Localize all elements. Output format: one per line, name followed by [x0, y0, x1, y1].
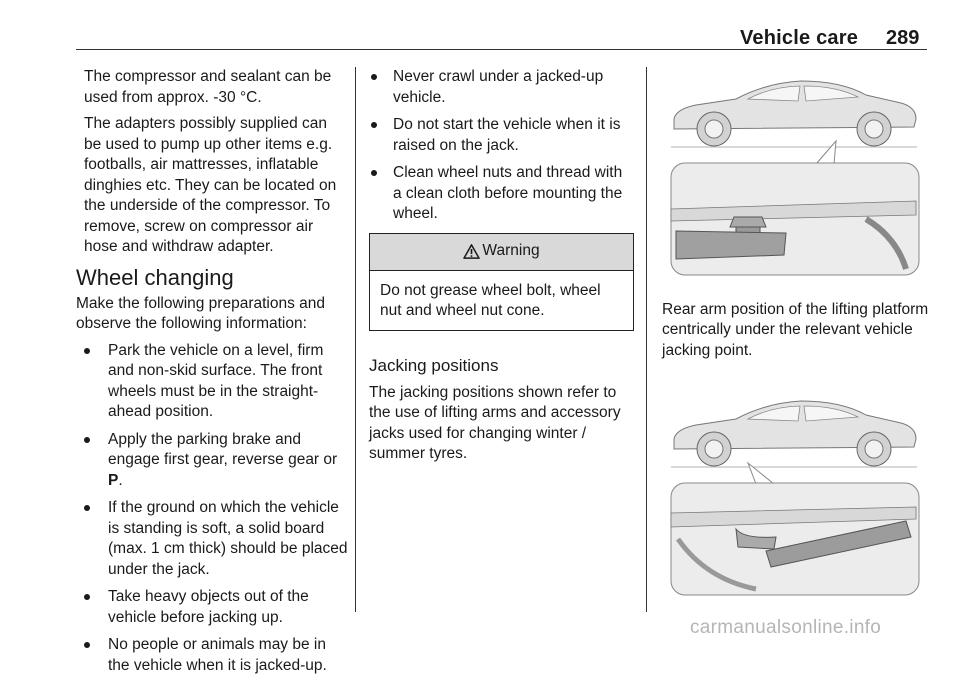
subsection-title-jacking-positions: Jacking positions — [369, 355, 499, 375]
column-1 — [76, 67, 348, 683]
bullet-icon — [371, 122, 377, 128]
front-lifting-arm-illustration — [666, 389, 922, 599]
safety-list — [369, 67, 634, 225]
bullet-icon — [84, 348, 90, 354]
bullet-icon — [84, 505, 90, 511]
bullet-icon — [84, 594, 90, 600]
rear-lifting-arm-illustration — [666, 69, 922, 279]
list-item: Take heavy objects out of the vehicle before jacking up. — [76, 587, 348, 628]
list-item: Never crawl under a jacked-up vehicle. — [369, 67, 634, 108]
header-rule — [76, 49, 927, 50]
bullet-icon — [371, 74, 377, 80]
watermark: carmanualsonline.info — [690, 617, 882, 638]
warning-triangle-icon — [463, 244, 480, 259]
list-item: Clean wheel nuts and thread with a clean cloth before mounting the wheel. — [369, 163, 634, 225]
list-item: Do not start the vehicle when it is raised on the jack. — [369, 115, 634, 156]
section-title-wheel-changing: Wheel changing — [76, 264, 234, 290]
column-divider-2 — [646, 67, 647, 612]
paragraph-preparations: Make the following preparations and observe the following information: — [76, 294, 326, 332]
warning-title: Warning — [482, 242, 540, 260]
warning-box — [369, 233, 634, 331]
illustration-caption: Rear arm position of the lifting platform centrically under the relevant vehicle jacking point. — [662, 300, 929, 359]
paragraph-jacking-positions: The jacking positions shown refer to the use of lifting arms and accessory jacks used for changing winter / summer tyres. — [369, 383, 621, 462]
page-number: 289 — [886, 27, 920, 49]
paragraph-compressor-temperature: The compressor and sealant can be used from approx. -30 °C. — [84, 68, 332, 106]
column-3 — [662, 67, 930, 606]
bullet-icon — [84, 437, 90, 443]
list-item: If the ground on which the vehicle is standing is soft, a solid board (max. 1 cm thick) should be placed under the jack. — [76, 498, 348, 580]
paragraph-adapters: The adapters possibly supplied can be used to pump up other items e.g. footballs, air mattresses, inflatable dinghies etc. They can be located on the underside of the compressor. To remove, screw on compressor air hose and withdraw adapter. — [84, 115, 337, 255]
gear-p-label: P — [108, 471, 119, 489]
list-item: Apply the parking brake and engage first gear, reverse gear or P. — [76, 430, 348, 492]
column-2 — [369, 67, 634, 471]
bullet-icon — [371, 170, 377, 176]
page-header-title: Vehicle care — [740, 27, 859, 49]
bullet-icon — [84, 642, 90, 648]
preparations-list — [76, 341, 348, 677]
column-divider-1 — [355, 67, 356, 612]
warning-body: Do not grease wheel bolt, wheel nut and wheel nut cone. — [380, 281, 601, 319]
list-item: No people or animals may be in the vehicle when it is jacked-up. — [76, 635, 348, 676]
list-item: Park the vehicle on a level, firm and non-skid surface. The front wheels must be in the straight-ahead position. — [76, 341, 348, 423]
warning-header — [370, 234, 633, 271]
